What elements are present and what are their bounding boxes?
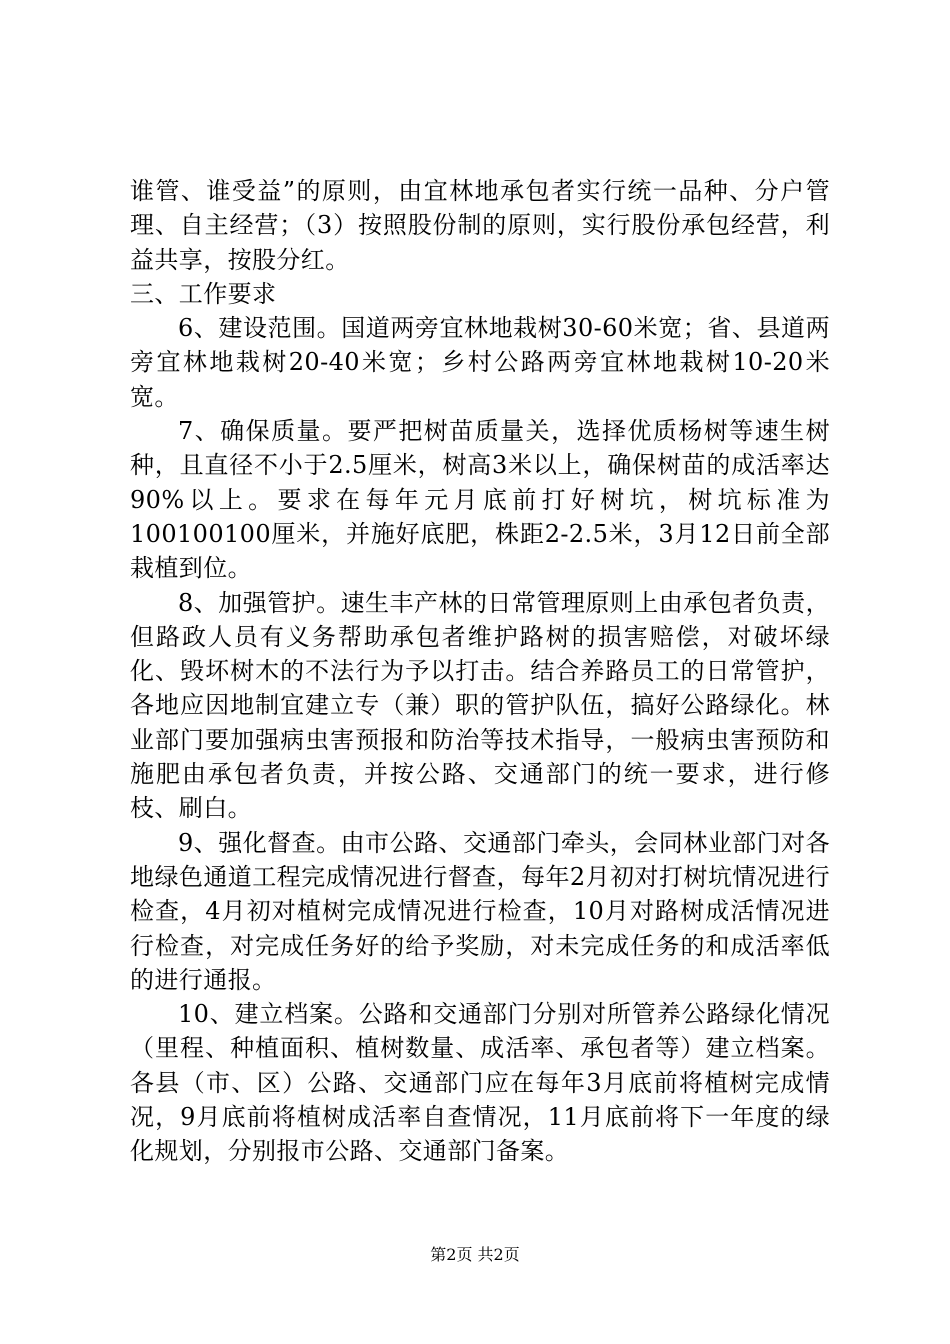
paragraph-item-9: 9、强化督查。由市公路、交通部门牵头，会同林业部门对各地绿色通道工程完成情况进行督查，每年2月初对打树坑情况进行检查，4月初对植树完成情况进行检查，10月对路树成活情况进行检查，对完成任务好的给予奖励，对未完成任务的和成活率低的进行通报。 bbox=[130, 828, 830, 994]
paragraph-continuation: 谁管、谁受益”的原则，由宜林地承包者实行统一品种、分户管理、自主经营；（3）按照股份制的原则，实行股份承包经营，利益共享，按股分红。 bbox=[130, 177, 830, 274]
page-footer bbox=[0, 1245, 950, 1265]
document-body bbox=[130, 174, 830, 1169]
paragraph-item-10: 10、建立档案。公路和交通部门分别对所管养公路绿化情况（里程、种植面积、植树数量、成活率、承包者等）建立档案。各县（市、区）公路、交通部门应在每年3月底前将植树完成情况，9月底前将植树成活率自查情况，11月底前将下一年度的绿化规划，分别报市公路、交通部门备案。 bbox=[130, 1000, 830, 1166]
section-heading-work-requirements: 三、工作要求 bbox=[130, 279, 277, 308]
paragraph-item-8: 8、加强管护。速生丰产林的日常管理原则上由承包者负责，但路政人员有义务帮助承包者维护路树的损害赔偿，对破坏绿化、毁坏树木的不法行为予以打击。结合养路员工的日常管护，各地应因地制宜建立专（兼）职的管护队伍，搞好公路绿化。林业部门要加强病虫害预报和防治等技术指导，一般病虫害预防和施肥由承包者负责，并按公路、交通部门的统一要求，进行修枝、刷白。 bbox=[130, 588, 830, 823]
paragraph-item-6: 6、建设范围。国道两旁宜林地栽树30-60米宽；省、县道两旁宜林地栽树20-40米宽；乡村公路两旁宜林地栽树10-20米宽。 bbox=[130, 314, 830, 411]
page-number: 第2页 共2页 bbox=[430, 1245, 520, 1264]
paragraph-item-7: 7、确保质量。要严把树苗质量关，选择优质杨树等速生树种，且直径不小于2.5厘米，树高3米以上，确保树苗的成活率达90%以上。要求在每年元月底前打好树坑，树坑标准为100100100厘米，并施好底肥，株距2-2.5米，3月12日前全部栽植到位。 bbox=[130, 417, 830, 583]
